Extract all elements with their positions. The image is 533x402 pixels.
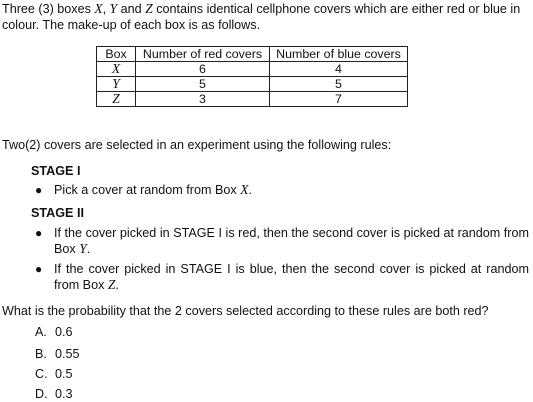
stage-2-bullet-2 — [35, 261, 529, 293]
option-b[interactable] — [35, 346, 80, 362]
experiment-text: Two(2) covers are selected in an experiment using the following rules: — [2, 138, 392, 152]
cell-red: 5 — [136, 77, 270, 92]
option-value: 0.6 — [55, 325, 73, 339]
option-value: 0.3 — [55, 387, 73, 401]
stage-2-bullet-1-text — [54, 225, 529, 257]
bullet-text-part: If the cover picked in STAGE I is blue, then the second cover is picked at random from Box — [54, 262, 529, 292]
intro-paragraph — [2, 1, 530, 33]
header-box: Box — [97, 47, 136, 62]
option-a[interactable] — [35, 324, 73, 340]
question-text: What is the probability that the 2 covers selected according to these rules are both red? — [2, 304, 489, 318]
box-x-symbol: X — [240, 182, 249, 197]
box-z-symbol: Z — [107, 277, 116, 292]
bullet-text-part: If the cover picked in STAGE I is red, then the second cover is picked at random from Box — [54, 226, 529, 256]
intro-text-2: and — [117, 2, 146, 16]
cell-blue: 5 — [270, 77, 408, 92]
stage-1-title: STAGE I — [31, 164, 81, 178]
stage-2-bullet-2-text — [54, 261, 529, 293]
box-contents-table — [96, 46, 408, 107]
option-c[interactable] — [35, 366, 73, 382]
bullet-text-part: . — [115, 278, 119, 292]
option-letter: D. — [35, 387, 48, 401]
option-value: 0.55 — [55, 347, 80, 361]
option-letter: B. — [35, 347, 47, 361]
table-row — [97, 92, 408, 107]
stage-1-bullet — [35, 182, 529, 198]
stage-2-title: STAGE II — [31, 206, 84, 220]
intro-text-3: contains identical cellphone covers which are either red or blue in colour. The make-up of each box is as follows. — [2, 2, 521, 32]
table-header-row — [97, 47, 408, 62]
box-y-symbol: Y — [109, 1, 118, 16]
stage-1-bullet-text — [54, 182, 529, 198]
option-letter: C. — [35, 367, 48, 381]
bullet-icon: ● — [35, 262, 43, 276]
intro-text-1: Three (3) boxes — [2, 2, 95, 16]
box-y-symbol: Y — [79, 241, 87, 256]
table-row — [97, 62, 408, 77]
stage-2-bullet-1 — [35, 225, 529, 257]
bullet-text-part: . — [86, 242, 91, 256]
option-letter: A. — [35, 325, 47, 339]
cell-red: 3 — [136, 92, 270, 107]
intro-comma: , — [102, 2, 110, 16]
cell-box: Y — [97, 77, 136, 92]
cell-red: 6 — [136, 62, 270, 77]
table-row — [97, 77, 408, 92]
option-value: 0.5 — [55, 367, 73, 381]
cell-blue: 7 — [270, 92, 408, 107]
bullet-text-part: Pick a cover at random from Box — [54, 183, 241, 197]
bullet-icon: ● — [35, 183, 43, 197]
cell-blue: 4 — [270, 62, 408, 77]
box-z-symbol: Z — [145, 1, 153, 16]
cell-box: Z — [97, 92, 136, 107]
header-red-covers: Number of red covers — [136, 47, 270, 62]
bullet-icon: ● — [35, 226, 43, 240]
bullet-text-part: . — [248, 183, 252, 197]
option-d[interactable] — [35, 386, 73, 402]
box-x-symbol: X — [94, 1, 103, 16]
cell-box: X — [97, 62, 136, 77]
header-blue-covers: Number of blue covers — [270, 47, 408, 62]
